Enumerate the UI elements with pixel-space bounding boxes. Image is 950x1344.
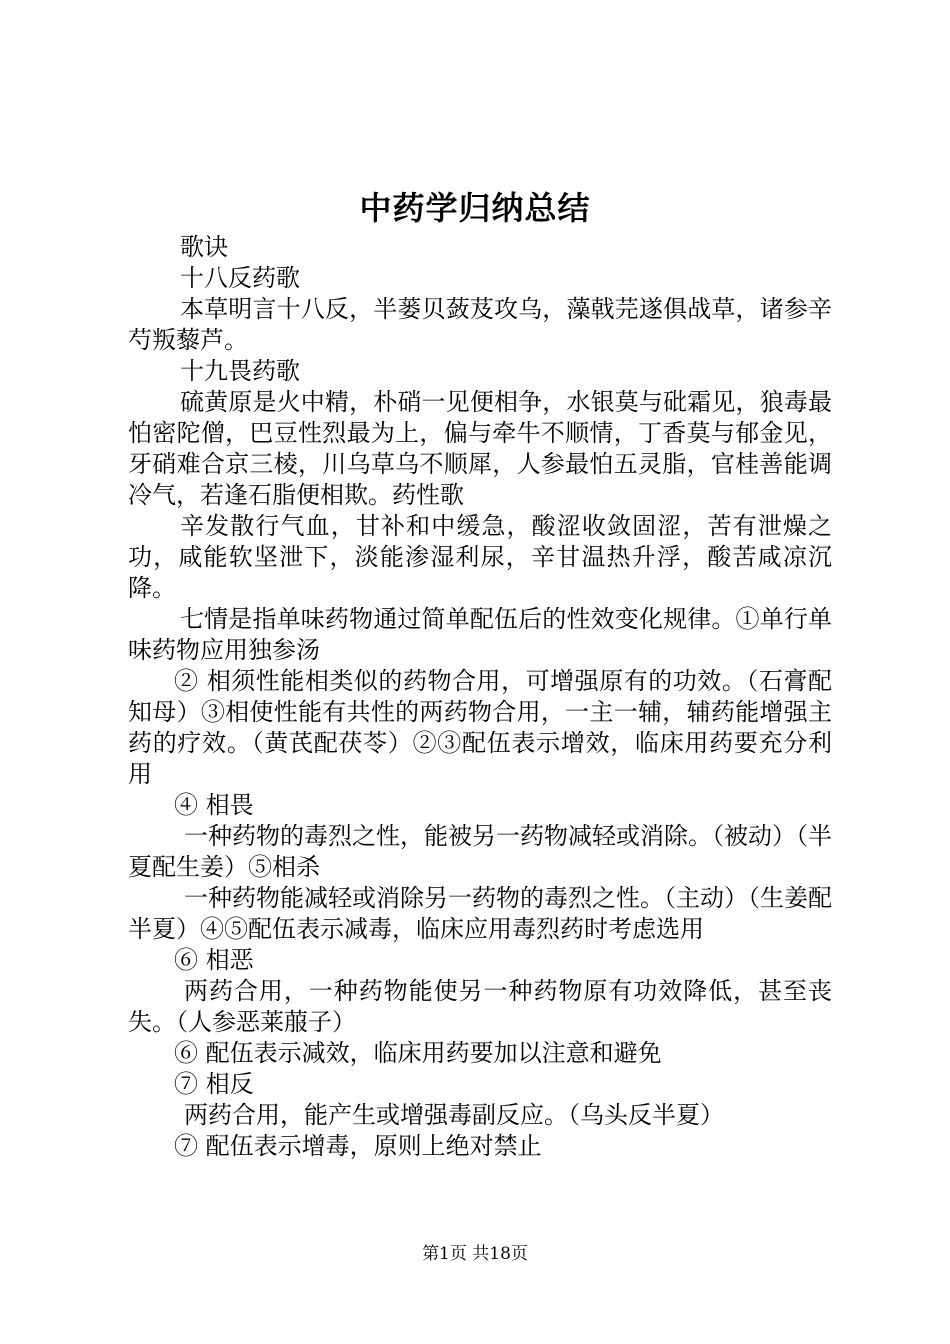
paragraph: 辛发散行气血，甘补和中缓急，酸涩收敛固涩，苦有泄燥之功，咸能软坚泄下，淡能渗湿利尿，辛甘温热升浮，酸苦咸凉沉降。 [128, 512, 832, 602]
paragraph: ⑥ 配伍表示减效，临床用药要加以注意和避免 [174, 1039, 662, 1067]
paragraph: ⑦ 相反 [174, 1070, 254, 1098]
paragraph: 一种药物的毒烈之性，能被另一药物减轻或消除。（被动）（半夏配生姜）⑤相杀 [128, 822, 832, 881]
paragraph: 本草明言十八反，半蒌贝蔹芨攻乌，藻戟芫遂俱战草，诸参辛芍叛藜芦。 [128, 295, 832, 354]
page-footer: 第1页 共18页 [422, 1244, 528, 1264]
paragraph: ⑥ 相恶 [174, 946, 254, 974]
paragraph: 硫黄原是火中精，朴硝一见便相争，水银莫与砒霜见，狼毒最怕密陀僧，巴豆性烈最为上，偏与牵牛不顺情，丁香莫与郁金见，牙硝难合京三棱，川乌草乌不顺犀，人参最怕五灵脂，官桂善能调冷气，若逢石脂便相欺。药性歌 [128, 388, 832, 509]
paragraph: ② 相须性能相类似的药物合用，可增强原有的功效。（石膏配知母）③相使性能有共性的两药物合用，一主一辅，辅药能增强主药的疗效。（黄芪配茯苓）②③配伍表示增效，临床用药要充分利用 [128, 667, 832, 788]
paragraph: 七情是指单味药物通过简单配伍后的性效变化规律。①单行单味药物应用独参汤 [128, 605, 832, 664]
page-title: 中药学归纳总结 [359, 189, 591, 227]
paragraph: ④ 相畏 [174, 791, 254, 819]
paragraph: 歌诀 [180, 233, 228, 261]
paragraph: 一种药物能减轻或消除另一药物的毒烈之性。（主动）（生姜配半夏）④⑤配伍表示减毒，临床应用毒烈药时考虑选用 [128, 884, 832, 943]
paragraph: 两药合用，一种药物能使另一种药物原有功效降低，甚至丧失。（人参恶莱菔子） [128, 977, 832, 1036]
paragraph: 两药合用，能产生或增强毒副反应。（乌头反半夏） [184, 1101, 724, 1129]
document-body [128, 232, 832, 1162]
paragraph: 十九畏药歌 [180, 357, 300, 385]
paragraph: 十八反药歌 [180, 264, 300, 292]
paragraph: ⑦ 配伍表示增毒，原则上绝对禁止 [174, 1132, 542, 1160]
